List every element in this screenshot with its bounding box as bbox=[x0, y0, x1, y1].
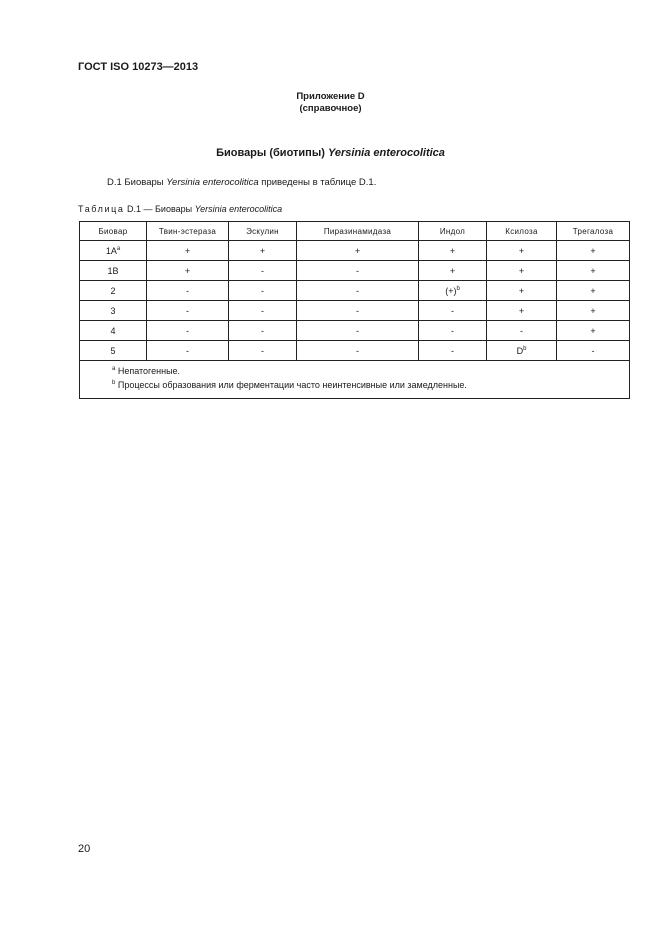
document-code: ГОСТ ISO 10273—2013 bbox=[78, 61, 199, 73]
result-value: - bbox=[451, 325, 454, 336]
biovar-cell bbox=[80, 241, 147, 261]
result-cell bbox=[419, 261, 487, 281]
result-value: + bbox=[449, 265, 456, 276]
table-row bbox=[80, 321, 630, 341]
section-title-prefix: Биовары (биотипы) bbox=[216, 147, 328, 159]
result-value: + bbox=[590, 305, 596, 316]
result-value: - bbox=[261, 305, 264, 316]
result-cell bbox=[557, 261, 630, 281]
result-cell bbox=[229, 301, 297, 321]
result-cell bbox=[557, 301, 630, 321]
result-cell bbox=[297, 261, 419, 281]
biovar-cell bbox=[80, 261, 147, 281]
result-value: (+) bbox=[445, 285, 457, 296]
result-value: - bbox=[356, 305, 359, 316]
result-cell bbox=[229, 321, 297, 341]
paragraph-suffix: приведены в таблице D.1. bbox=[258, 177, 377, 188]
result-value: + bbox=[518, 245, 525, 256]
result-value: + bbox=[518, 285, 525, 296]
result-value: - bbox=[186, 325, 189, 336]
result-value: - bbox=[591, 345, 595, 356]
result-cell bbox=[557, 241, 630, 261]
result-value: + bbox=[354, 245, 361, 256]
section-title-species: Yersinia enterocolitica bbox=[327, 147, 445, 159]
result-cell bbox=[487, 281, 557, 301]
result-value: + bbox=[259, 245, 266, 256]
result-cell bbox=[229, 281, 297, 301]
table-caption-species: Yersinia enterocolitica bbox=[194, 204, 283, 214]
result-value: - bbox=[261, 285, 264, 296]
result-cell bbox=[229, 241, 297, 261]
table-row bbox=[80, 341, 630, 361]
paragraph-prefix: D.1 Биовары bbox=[107, 177, 167, 188]
result-value: - bbox=[261, 345, 264, 356]
footnote-mark: a bbox=[116, 245, 121, 252]
page-number: 20 bbox=[78, 843, 91, 855]
result-value: + bbox=[590, 265, 596, 276]
result-cell bbox=[487, 241, 557, 261]
result-cell bbox=[297, 241, 419, 261]
biovar-cell bbox=[80, 321, 147, 341]
result-value: + bbox=[590, 245, 596, 256]
biovar-value: 1A bbox=[105, 245, 117, 256]
result-cell bbox=[147, 261, 229, 281]
result-cell bbox=[297, 321, 419, 341]
header-pyrazinamidase: Пиразинамидаза bbox=[297, 222, 419, 241]
result-cell bbox=[297, 301, 419, 321]
result-cell bbox=[419, 301, 487, 321]
note-text: Непатогенные. bbox=[115, 366, 181, 376]
table-caption-word: Таблица bbox=[78, 204, 125, 214]
result-cell bbox=[147, 281, 229, 301]
result-value: + bbox=[518, 305, 525, 316]
footnote-mark: b bbox=[523, 345, 527, 352]
result-cell bbox=[557, 341, 630, 361]
result-value: - bbox=[186, 305, 189, 316]
result-value: - bbox=[451, 305, 454, 316]
section-title bbox=[0, 147, 661, 159]
result-cell bbox=[419, 321, 487, 341]
result-cell bbox=[297, 281, 419, 301]
header-xylose: Ксилоза bbox=[487, 222, 557, 241]
result-cell bbox=[487, 341, 557, 361]
note-text: Процессы образования или ферментации часто неинтенсивные или замедленные. bbox=[115, 380, 467, 390]
header-biovar: Биовар bbox=[80, 222, 147, 241]
table-caption-middle: D.1 — Биовары bbox=[124, 204, 195, 214]
result-value: - bbox=[261, 265, 264, 276]
biovar-cell bbox=[80, 341, 147, 361]
result-value: - bbox=[520, 325, 523, 336]
header-tween-esterase: Твин-эстераза bbox=[147, 222, 229, 241]
table-row bbox=[80, 241, 630, 261]
appendix-subtitle: (справочное) bbox=[299, 103, 362, 114]
result-cell bbox=[557, 281, 630, 301]
table-row bbox=[80, 281, 630, 301]
header-esculin: Эскулин bbox=[229, 222, 297, 241]
result-cell bbox=[487, 301, 557, 321]
result-value: + bbox=[449, 245, 456, 256]
result-value: - bbox=[186, 285, 189, 296]
table-notes bbox=[80, 361, 630, 399]
biovar-value: 4 bbox=[110, 325, 116, 336]
result-value: - bbox=[356, 285, 359, 296]
result-value: - bbox=[356, 265, 359, 276]
result-cell bbox=[147, 341, 229, 361]
biovar-value: 2 bbox=[110, 285, 116, 296]
result-cell bbox=[419, 341, 487, 361]
biovar-cell bbox=[80, 281, 147, 301]
header-trehalose: Трегалоза bbox=[557, 222, 630, 241]
result-cell bbox=[147, 241, 229, 261]
table-row bbox=[80, 261, 630, 281]
result-cell bbox=[297, 341, 419, 361]
appendix-heading bbox=[0, 91, 661, 115]
biovar-table bbox=[79, 221, 630, 399]
result-cell bbox=[229, 341, 297, 361]
table-notes-row bbox=[80, 361, 630, 399]
result-value: - bbox=[261, 325, 264, 336]
result-value: - bbox=[451, 345, 454, 356]
result-cell bbox=[487, 261, 557, 281]
result-value: + bbox=[590, 325, 596, 336]
result-value: + bbox=[518, 265, 525, 276]
intro-paragraph bbox=[107, 177, 376, 188]
result-value: - bbox=[186, 345, 189, 356]
result-value: + bbox=[184, 245, 191, 256]
table-body bbox=[80, 241, 630, 361]
result-value: - bbox=[356, 325, 359, 336]
table-caption bbox=[78, 204, 282, 214]
result-value: + bbox=[590, 285, 596, 296]
result-value: D bbox=[516, 345, 524, 356]
result-cell bbox=[147, 301, 229, 321]
table-note bbox=[112, 364, 629, 378]
biovar-value: 3 bbox=[110, 305, 116, 316]
result-cell bbox=[557, 321, 630, 341]
result-value: - bbox=[356, 345, 359, 356]
result-cell bbox=[147, 321, 229, 341]
footnote-mark: b bbox=[456, 285, 460, 292]
note-mark: a bbox=[112, 366, 116, 372]
table-header-row bbox=[80, 222, 630, 241]
header-indole: Индол bbox=[419, 222, 487, 241]
biovar-cell bbox=[80, 301, 147, 321]
biovar-value: 5 bbox=[110, 345, 116, 356]
result-cell bbox=[229, 261, 297, 281]
result-cell bbox=[419, 281, 487, 301]
note-mark: b bbox=[112, 380, 116, 386]
appendix-title: Приложение D bbox=[296, 91, 365, 102]
table-note bbox=[112, 378, 629, 392]
result-value: + bbox=[184, 265, 191, 276]
biovar-value: 1B bbox=[107, 265, 119, 276]
paragraph-species: Yersinia enterocolitica bbox=[166, 177, 259, 188]
result-cell bbox=[419, 241, 487, 261]
result-cell bbox=[487, 321, 557, 341]
table-row bbox=[80, 301, 630, 321]
